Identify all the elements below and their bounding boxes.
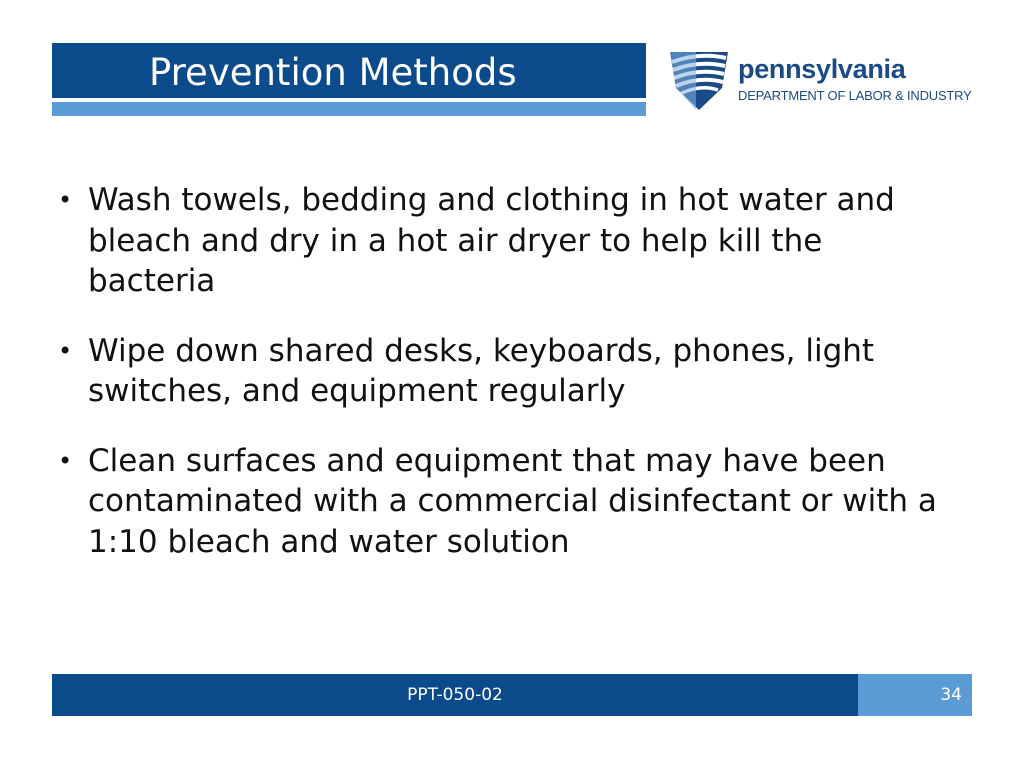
page-number: 34 <box>940 685 962 705</box>
bullet-text: Wipe down shared desks, keyboards, phones, light switches, and equipment regularly <box>88 332 875 409</box>
title-underline <box>52 102 646 116</box>
footer-code: PPT-050-02 <box>407 685 503 705</box>
bullet-text: Wash towels, bedding and clothing in hot water and bleach and dry in a hot air dryer to help kill the bacteria <box>88 182 895 299</box>
bullet-dot-icon: • <box>58 446 73 475</box>
keystone-icon <box>666 48 732 112</box>
bullet-item <box>56 331 956 412</box>
bullet-dot-icon: • <box>58 186 73 214</box>
bullet-dot-icon: • <box>58 336 73 365</box>
title-bar <box>52 43 646 98</box>
bullet-item <box>56 180 956 302</box>
logo-wordmark: pennsylvania <box>738 54 906 84</box>
footer-bar <box>52 674 858 716</box>
bullet-item <box>56 441 956 563</box>
bullet-list <box>56 180 956 591</box>
logo-department: DEPARTMENT OF LABOR & INDUSTRY <box>738 88 972 103</box>
bullet-text: Clean surfaces and equipment that may have been contaminated with a commercial disinfectant or with a 1:10 bleach and water solution <box>88 442 937 560</box>
slide-title: Prevention Methods <box>149 51 517 94</box>
pa-labor-industry-logo <box>666 46 986 116</box>
page-number-box <box>858 674 972 716</box>
